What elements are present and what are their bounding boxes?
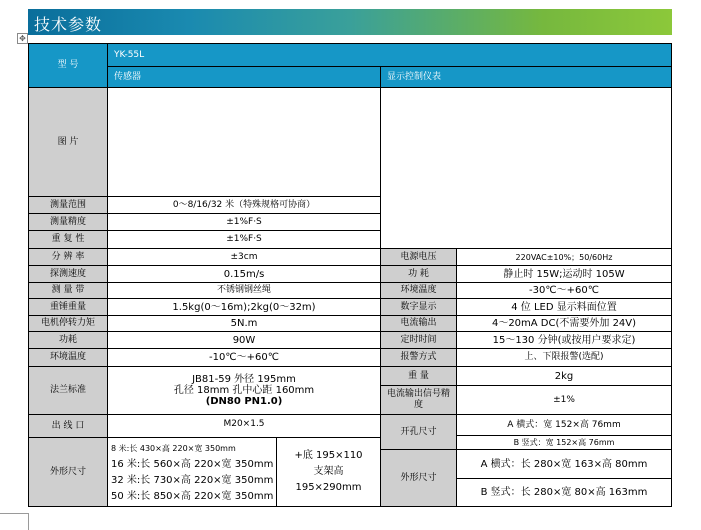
sensor-power-value: 90W [107, 331, 381, 349]
timer-label: 定时时间 [380, 331, 457, 349]
outlet-label: 出 线 口 [28, 414, 108, 438]
tape-label: 测 量 带 [28, 282, 108, 299]
alarm-mode-label: 报警方式 [380, 348, 457, 367]
flange-label: 法兰标准 [28, 366, 108, 415]
current-accuracy-label: 电流输出信号精度 [380, 385, 457, 415]
flange-line-1: JB81-59 外径 195mm [192, 374, 296, 385]
repeatability-label: 重 复 性 [28, 230, 108, 249]
motor-torque-label: 电机停转力矩 [28, 315, 108, 332]
sensor-picture-cell [107, 87, 381, 197]
timer-value: 15～130 分钟(或按用户要求定) [456, 331, 672, 349]
current-accuracy-value: ±1% [456, 385, 672, 415]
accuracy-value: ±1%F·S [107, 213, 381, 231]
power-consumption-label: 功 耗 [380, 265, 457, 283]
weight-label: 重 量 [380, 366, 457, 386]
base-line-3: 195×290mm [295, 482, 362, 493]
alarm-mode-value: 上、下限报警(选配) [456, 348, 672, 367]
range-value: 0～8/16/32 米（特殊规格可协商） [107, 196, 381, 214]
sensor-ambient-temp-value: -10℃～+60℃ [107, 348, 381, 367]
picture-label: 图 片 [28, 87, 108, 197]
display-picture-cell [380, 87, 672, 249]
sensor-dims-label: 外形尺寸 [28, 437, 108, 507]
digital-display-value: 4 位 LED 显示料面位置 [456, 298, 672, 316]
speed-value: 0.15m/s [107, 265, 381, 283]
flange-line-3: (DN80 PN1.0) [205, 396, 283, 407]
weight-hammer-value: 1.5kg(0～16m);2kg(0～32m) [107, 298, 381, 316]
opening-value-b: B 竖式：宽 152×高 76mm [456, 435, 672, 450]
base-line-2: 支架高 [313, 466, 344, 477]
dims-line-32m: 32 米:长 730×高 220×宽 350mm [111, 474, 274, 486]
power-consumption-value: 静止时 15W;运动时 105W [456, 265, 672, 283]
display-ambient-temp-label: 环境温度 [380, 282, 457, 299]
power-voltage-label: 电源电压 [380, 248, 457, 266]
page-corner-mark [28, 513, 29, 530]
flange-value [107, 366, 381, 415]
resolution-label: 分 辨 率 [28, 248, 108, 266]
base-line-1: +底 195×110 [294, 450, 363, 461]
repeatability-value: ±1%F·S [107, 230, 381, 249]
sensor-dims-value [107, 437, 277, 507]
digital-display-label: 数字显示 [380, 298, 457, 316]
section-title: 技术参数 [34, 15, 103, 34]
model-label: 型 号 [28, 43, 108, 88]
power-voltage-value: 220VAC±10%；50/60Hz [456, 248, 672, 266]
weight-hammer-label: 重锤重量 [28, 298, 108, 316]
dims-line-50m: 50 米:长 850×高 220×宽 350mm [111, 490, 274, 502]
display-header: 显示控制仪表 [380, 66, 672, 88]
weight-value: 2kg [456, 366, 672, 386]
page-corner-mark [0, 513, 28, 514]
outlet-value: M20×1.5 [107, 414, 381, 438]
flange-line-2: 孔径 18mm 孔中心距 160mm [173, 385, 315, 396]
sensor-base-dims [276, 437, 381, 507]
accuracy-label: 测量精度 [28, 213, 108, 231]
motor-torque-value: 5N.m [107, 315, 381, 332]
display-dims-value-b: B 竖式：长 280×宽 80×高 163mm [456, 478, 672, 507]
opening-label: 开孔尺寸 [380, 414, 457, 450]
tape-value: 不锈钢钢丝绳 [107, 282, 381, 299]
display-dims-value-a: A 横式：长 280×宽 163×高 80mm [456, 449, 672, 479]
sensor-ambient-temp-label: 环境温度 [28, 348, 108, 367]
opening-value-a: A 横式：宽 152×高 76mm [456, 414, 672, 436]
display-ambient-temp-value: -30℃～+60℃ [456, 282, 672, 299]
range-label: 测量范围 [28, 196, 108, 214]
table-move-handle-icon[interactable]: ✥ [17, 33, 28, 44]
section-title-bar [28, 9, 672, 35]
dims-line-8m: 8 米:长 430×高 220×宽 350mm [111, 443, 236, 453]
display-dims-label: 外形尺寸 [380, 449, 457, 507]
resolution-value: ±3cm [107, 248, 381, 266]
sensor-header: 传感器 [107, 66, 381, 88]
dims-line-16m: 16 米:长 560×高 220×宽 350mm [111, 458, 274, 470]
current-output-label: 电流输出 [380, 315, 457, 332]
model-value: YK-55L [107, 43, 672, 67]
speed-label: 探测速度 [28, 265, 108, 283]
sensor-power-label: 功耗 [28, 331, 108, 349]
current-output-value: 4～20mA DC(不需要外加 24V) [456, 315, 672, 332]
